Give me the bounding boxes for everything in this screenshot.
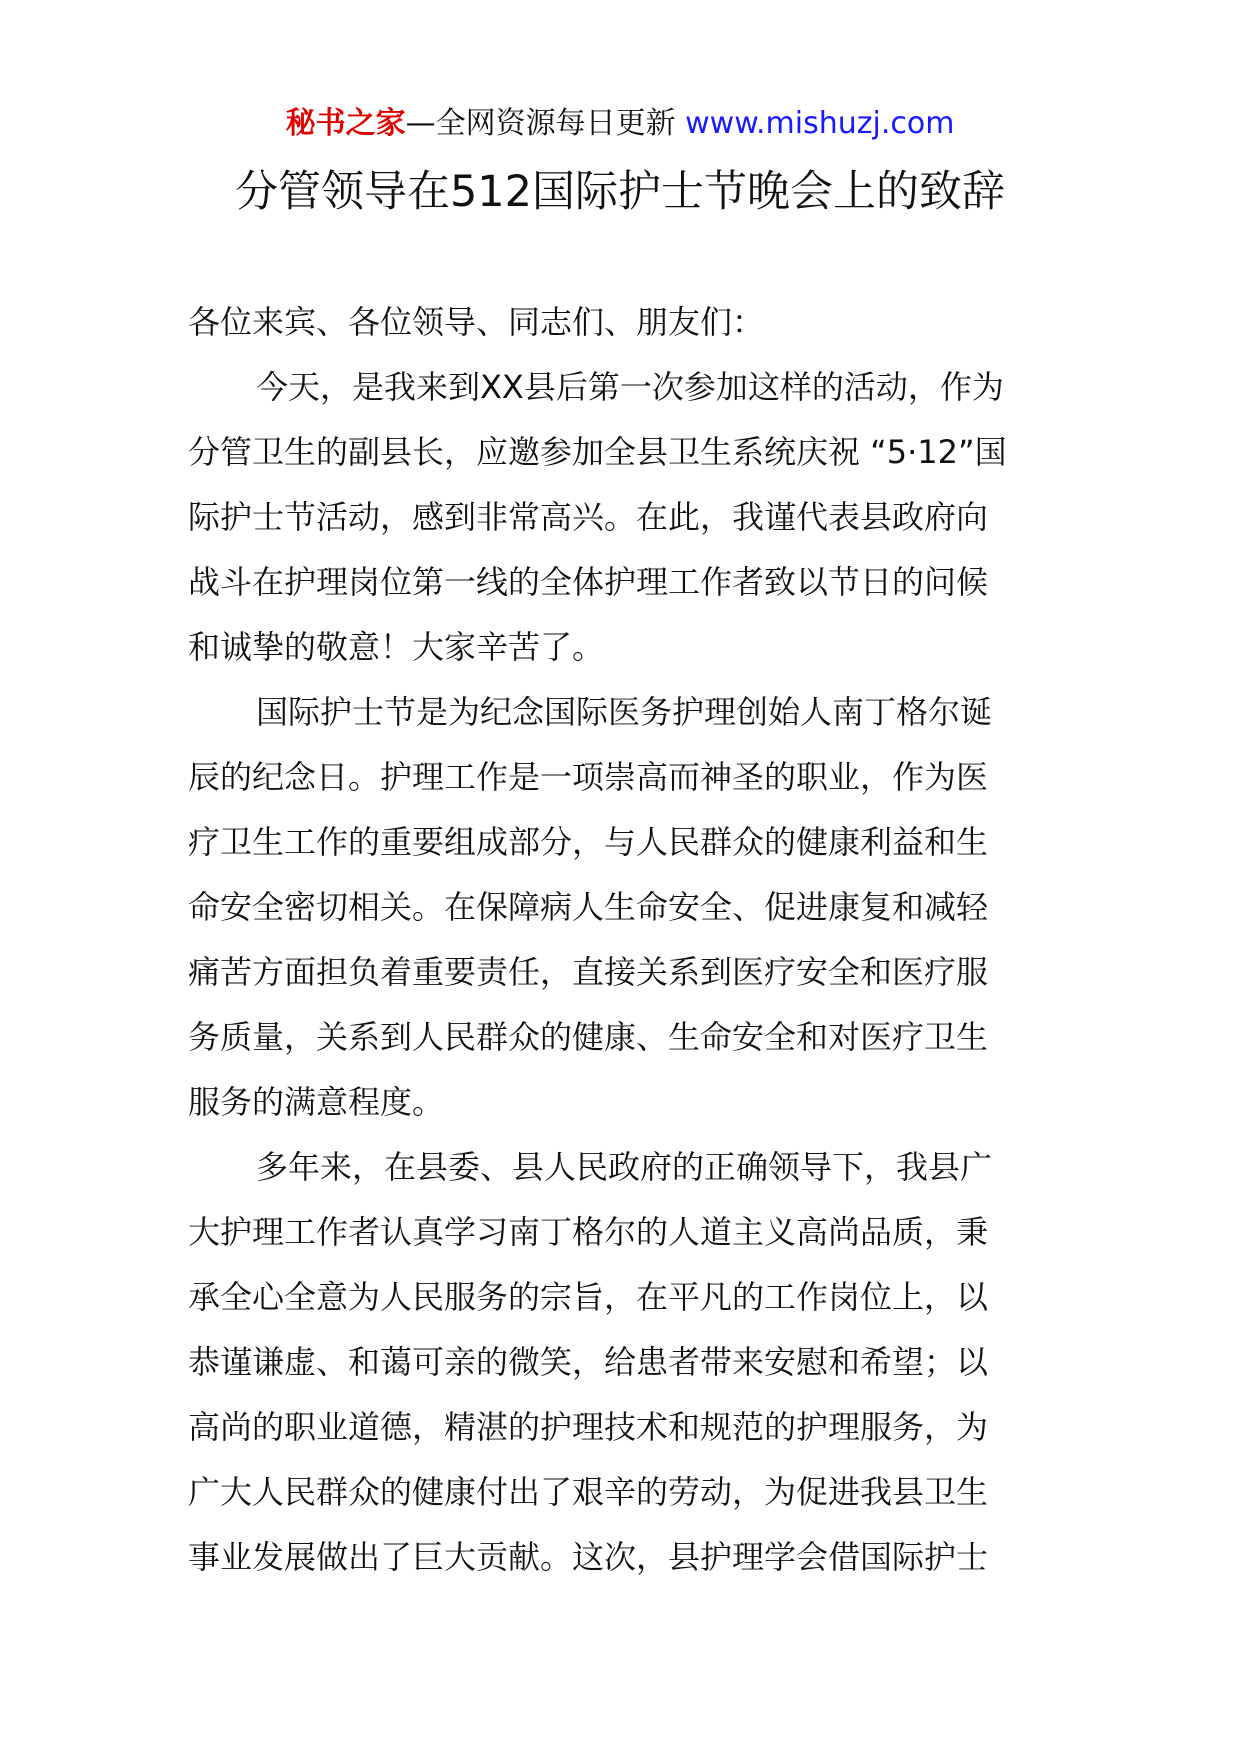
- paragraph-line: 分管卫生的副县长，应邀参加全县卫生系统庆祝 “5·12”国: [188, 433, 1007, 471]
- salutation: 各位来宾、各位领导、同志们、朋友们：: [188, 303, 765, 341]
- paragraph-line: 广大人民群众的健康付出了艰辛的劳动，为促进我县卫生: [188, 1473, 989, 1511]
- paragraph-line: 疗卫生工作的重要组成部分，与人民群众的健康利益和生: [188, 823, 989, 861]
- paragraph-line: 痛苦方面担负着重要责任，直接关系到医疗安全和医疗服: [188, 953, 989, 991]
- site-url-link[interactable]: www.mishuzj.com: [685, 106, 955, 141]
- paragraph-line: 服务的满意程度。: [188, 1083, 445, 1121]
- paragraph-line: 务质量，关系到人民群众的健康、生命安全和对医疗卫生: [188, 1018, 989, 1056]
- paragraph-line: 高尚的职业道德，精湛的护理技术和规范的护理服务，为: [188, 1408, 989, 1446]
- paragraph-line: 战斗在护理岗位第一线的全体护理工作者致以节日的问候: [188, 563, 989, 601]
- paragraph-2: [188, 680, 1058, 1135]
- paragraph-line: 命安全密切相关。在保障病人生命安全、促进康复和减轻: [188, 888, 989, 926]
- paragraph-line: 承全心全意为人民服务的宗旨，在平凡的工作岗位上，以: [188, 1278, 989, 1316]
- paragraph-line: 辰的纪念日。护理工作是一项崇高而神圣的职业，作为医: [188, 758, 989, 796]
- site-tagline: —全网资源每日更新: [405, 106, 686, 141]
- document-body: [188, 290, 1058, 1590]
- paragraph-line: 和诚挚的敬意！大家辛苦了。: [188, 628, 605, 666]
- paragraph-1: [188, 355, 1058, 680]
- paragraph-line: 大护理工作者认真学习南丁格尔的人道主义高尚品质，秉: [188, 1213, 989, 1251]
- paragraph-line: 事业发展做出了巨大贡献。这次，县护理学会借国际护士: [188, 1538, 989, 1576]
- paragraph-line: 际护士节活动，感到非常高兴。在此，我谨代表县政府向: [188, 498, 989, 536]
- brand-name: 秘书之家: [285, 106, 406, 141]
- paragraph-line: 恭谨谦虚、和蔼可亲的微笑，给患者带来安慰和希望；以: [188, 1343, 989, 1381]
- site-header: [0, 104, 1240, 144]
- paragraph-3: [188, 1135, 1058, 1590]
- document-title: 分管领导在512国际护士节晚会上的致辞: [234, 167, 1006, 217]
- paragraph-line: 多年来，在县委、县人民政府的正确领导下，我县广: [256, 1148, 993, 1186]
- paragraph-line: 国际护士节是为纪念国际医务护理创始人南丁格尔诞: [256, 693, 993, 731]
- paragraph-line: 今天，是我来到XX县后第一次参加这样的活动，作为: [256, 368, 1004, 406]
